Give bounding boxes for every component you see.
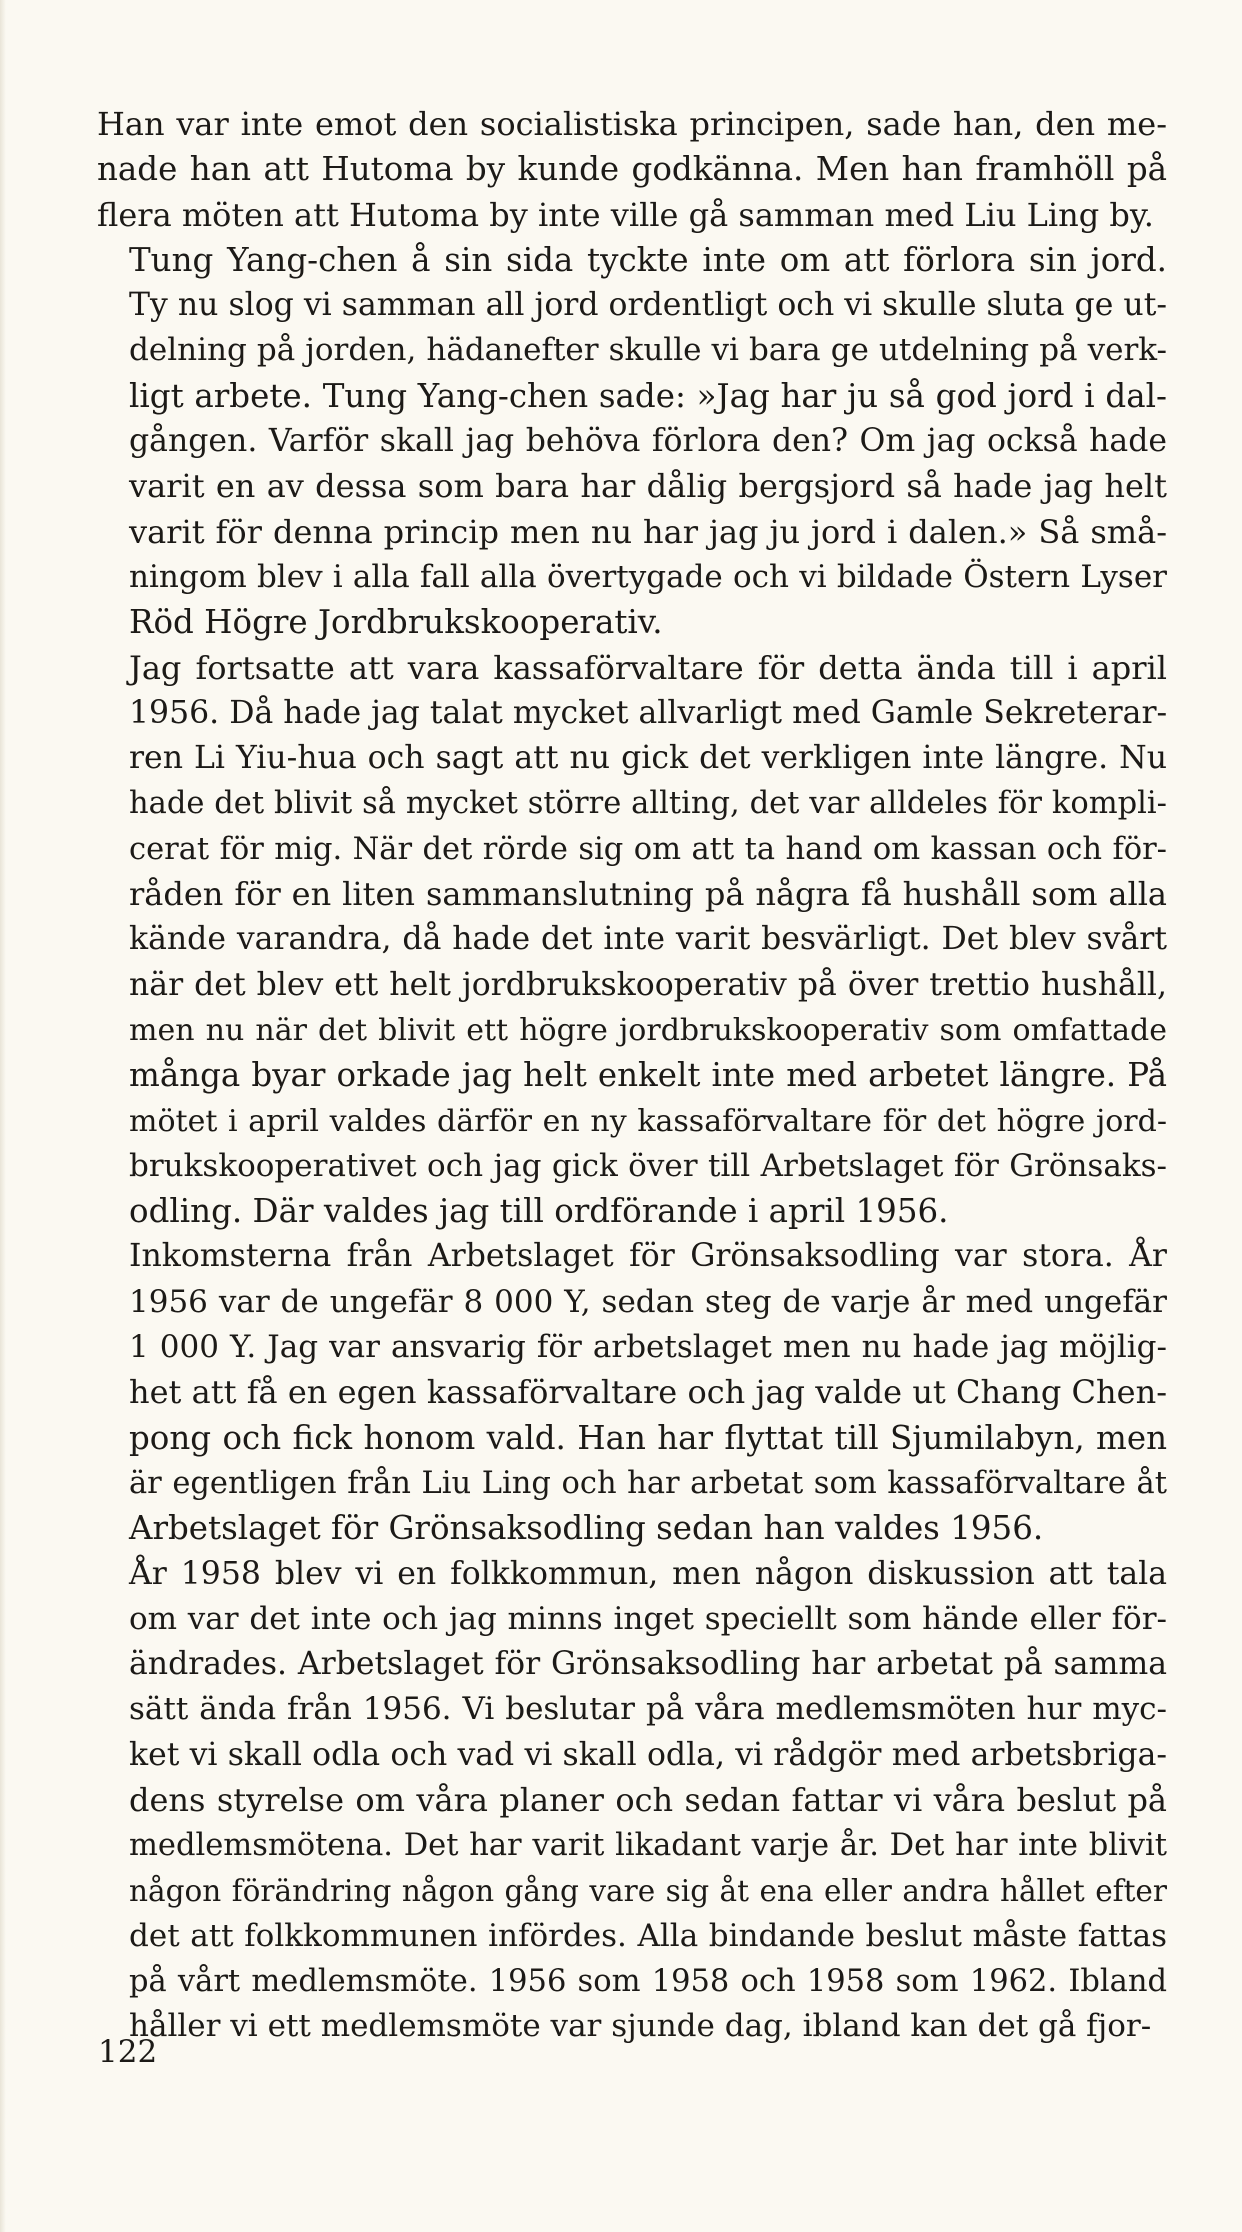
- text-line: dens styrelse om våra planer och sedan fattar vi våra beslut på: [129, 1780, 1167, 1819]
- text-line: het att få en egen kassaförvaltare och jag valde ut Chang Chen-: [129, 1373, 1167, 1412]
- text-line: mötet i april valdes därför en ny kassaförvaltare för det högre jord-: [129, 1103, 1167, 1139]
- text-line: någon förändring någon gång vare sig åt ena eller andra hållet efter: [129, 1873, 1167, 1908]
- text-line: ligt arbete. Tung Yang-chen sade: »Jag har ju så god jord i dal-: [129, 376, 1167, 415]
- text-line: Tung Yang-chen å sin sida tyckte inte om att förlora sin jord.: [129, 240, 1167, 279]
- text-line: gången. Varför skall jag behöva förlora den? Om jag också hade: [129, 423, 1167, 460]
- body-text: [97, 102, 1167, 2050]
- text-line: Han var inte emot den socialistiska principen, sade han, den me-: [97, 105, 1167, 143]
- text-line: håller vi ett medlemsmöte var sjunde dag, ibland kan det gå fjor-: [129, 2008, 1152, 2045]
- text-line: Jag fortsatte att vara kassaförvaltare för detta ända till i april: [129, 648, 1167, 687]
- text-line: på vårt medlemsmöte. 1956 som 1958 och 1958 som 1962. Ibland: [129, 1964, 1167, 2000]
- text-line: sätt ända från 1956. Vi beslutar på våra medlemsmöten hur myc-: [129, 1691, 1167, 1728]
- text-line: ändrades. Arbetslaget för Grönsaksodling har arbetat på samma: [129, 1646, 1167, 1683]
- text-line: varit en av dessa som bara har dålig bergsjord så hade jag helt: [129, 467, 1167, 506]
- text-line: Arbetslaget för Grönsaksodling sedan han valdes 1956.: [129, 1509, 1044, 1548]
- text-line: pong och fick honom vald. Han har flyttat till Sjumilabyn, men: [129, 1418, 1167, 1457]
- text-line: Röd Högre Jordbrukskooperativ.: [129, 603, 663, 642]
- text-line: ren Li Yiu-hua och sagt att nu gick det verkligen inte längre. Nu: [129, 740, 1167, 777]
- text-line: Inkomsterna från Arbetslaget för Grönsaksodling var stora. År: [129, 1238, 1167, 1275]
- text-line: brukskooperativet och jag gick över till Arbetslaget för Grönsaks-: [129, 1147, 1167, 1184]
- text-line: 1956 var de ungefär 8 000 Y, sedan steg de varje år med ungefär: [129, 1283, 1167, 1320]
- text-line: många byar orkade jag helt enkelt inte med arbetet längre. På: [129, 1056, 1167, 1095]
- page-edge-shadow: [0, 0, 6, 2232]
- paragraph: [97, 102, 1167, 238]
- text-line: när det blev ett helt jordbrukskooperativ på över trettio hushåll,: [129, 966, 1167, 1003]
- text-line: om var det inte och jag minns inget speciellt som hände eller för-: [129, 1600, 1167, 1637]
- text-line: nade han att Hutoma by kunde godkänna. Men han framhöll på: [97, 150, 1167, 189]
- text-line: Ty nu slog vi samman all jord ordentligt och vi skulle sluta ge ut-: [129, 287, 1167, 324]
- text-line: flera möten att Hutoma by inte ville gå samman med Liu Ling by.: [97, 195, 1154, 234]
- text-line: delning på jorden, hädanefter skulle vi bara ge utdelning på verk-: [129, 332, 1167, 369]
- text-line: ket vi skall odla och vad vi skall odla, vi rådgör med arbetsbriga-: [129, 1736, 1167, 1773]
- text-line: År 1958 blev vi en folkkommun, men någon diskussion att tala: [129, 1555, 1167, 1592]
- paragraph: [97, 238, 1167, 646]
- text-line: det att folkkommunen infördes. Alla bindande beslut måste fattas: [129, 1917, 1167, 1954]
- paragraph: [97, 646, 1167, 1235]
- text-line: cerat för mig. När det rörde sig om att ta hand om kassan och för-: [129, 831, 1167, 867]
- text-line: men nu när det blivit ett högre jordbrukskooperativ som omfattade: [129, 1012, 1167, 1048]
- text-line: medlemsmötena. Det har varit likadant varje år. Det har inte blivit: [129, 1828, 1167, 1864]
- text-line: hade det blivit så mycket större allting, det var alldeles för kompli-: [129, 786, 1167, 822]
- text-line: är egentligen från Liu Ling och har arbetat som kassaförvaltare åt: [129, 1465, 1167, 1501]
- text-line: odling. Där valdes jag till ordförande i april 1956.: [129, 1192, 949, 1231]
- text-line: kände varandra, då hade det inte varit besvärligt. Det blev svårt: [129, 921, 1167, 958]
- text-line: varit för denna princip men nu har jag ju jord i dalen.» Så små-: [129, 512, 1167, 551]
- text-line: ningom blev i alla fall alla övertygade och vi bildade Östern Lyser: [129, 558, 1167, 595]
- text-line: 1956. Då hade jag talat mycket allvarligt med Gamle Sekreterar-: [129, 694, 1168, 731]
- paragraph: [97, 1234, 1167, 1551]
- page-number: 122: [98, 2034, 158, 2070]
- text-line: råden för en liten sammanslutning på några få hushåll som alla: [129, 875, 1167, 914]
- text-line: 1 000 Y. Jag var ansvarig för arbetslaget men nu hade jag möjlig-: [129, 1329, 1167, 1366]
- paragraph: [97, 1552, 1167, 2050]
